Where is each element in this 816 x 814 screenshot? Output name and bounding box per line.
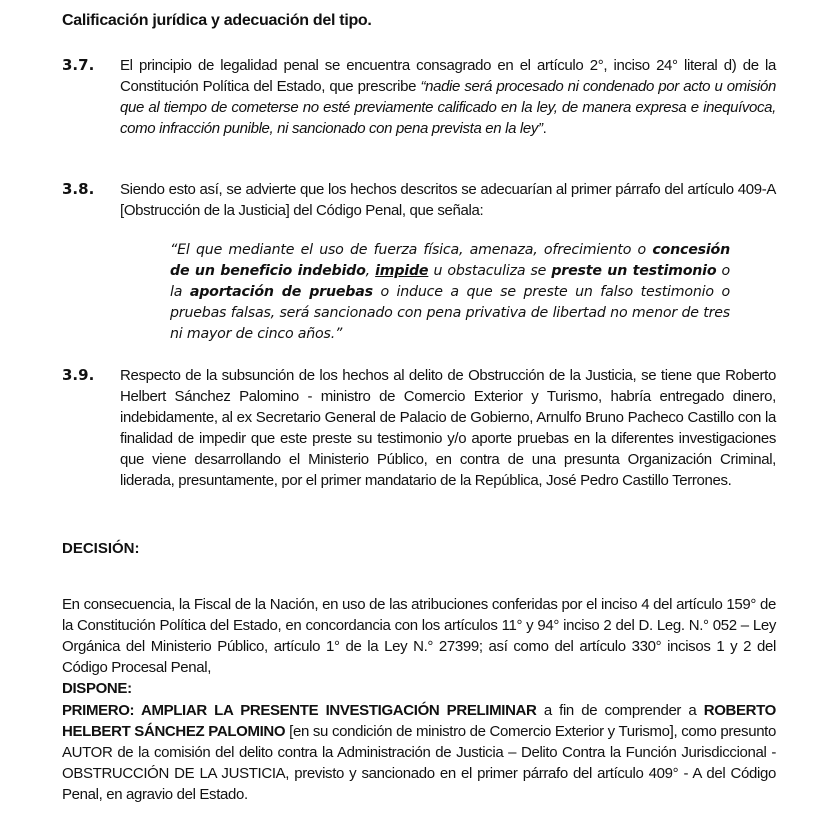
quote-text: , (365, 263, 376, 279)
quote-bold: preste un testimonio (551, 263, 717, 279)
quote-bold-underline: impide (375, 263, 429, 279)
decision-title: DECISIÓN: (62, 540, 140, 557)
item-text (120, 55, 776, 139)
item-number: 3.9. (62, 366, 95, 384)
decision-paragraph (62, 594, 776, 699)
legal-quote (170, 240, 730, 345)
item-text-italic: “nadie será procesado ni condenado por acto u omisión que al tiempo de cometerse no esté previamente calificado en la ley, de manera expresa e inequívoca, como infracción punible, ni sancionado con pena prevista en la ley” (120, 78, 776, 137)
item-text: Siendo esto así, se advierte que los hechos descritos se adecuarían al primer párrafo del artículo 409-A [Obstrucción de la Justicia] del Código Penal, que señala: (120, 181, 776, 219)
decision-text: En consecuencia, la Fiscal de la Nación, en uso de las atribuciones conferidas por el inciso 4 del artículo 159° de la Constitución Política del Estado, en concordancia con los artículos 11° y 94° inciso 2 del D. Leg. N.° 052 – Ley Orgánica del Ministerio Público, artículo 1° de la Ley N.° 27399; así como del artículo 330° incisos 1 y 2 del Código Procesal Penal, (62, 596, 776, 676)
quote-text: o induce a que se preste un falso testimonio o pruebas falsas, será sancionado con pena privativa de libertad no menor de tres ni mayor de cinco años.” (170, 284, 730, 342)
quote-text: u obstaculiza se (428, 263, 552, 279)
quote-bold: aportación de pruebas (189, 284, 373, 300)
item-text-end: . (542, 120, 547, 137)
primero-text: [en su condición de ministro de Comercio Exterior y Turismo], como presunto AUTOR de la comisión del delito contra la Administración de Justicia – Delito Contra la Función Jurisdiccional -OBSTRUCCIÓN DE LA JUSTICIA, previsto y sancionado en el primer párrafo del artículo 409° - A del Código Penal, en agravio del Estado. (62, 723, 776, 803)
item-text-plain: El principio de legalidad penal se encuentra consagrado en el artículo 2°, inciso 24° literal d) de la Constitución Política del Estado, que prescribe (120, 57, 776, 95)
person-name: ROBERTO HELBERT SÁNCHEZ PALOMINO (62, 702, 776, 740)
item-text: Respecto de la subsunción de los hechos al delito de Obstrucción de la Justicia, se tiene que Roberto Helbert Sánchez Palomino - ministro de Comercio Exterior y Turismo, habría entregado dinero, indebidamente, al ex Secretario General de Palacio de Gobierno, Arnulfo Bruno Pacheco Castillo con la finalidad de impedir que este preste su testimonio y/o aporte pruebas en la diferentes investigaciones que viene desarrollando el Ministerio Público, en contra de una presunta Organización Criminal, liderada, presuntamente, por el primer mandatario de la República, José Pedro Castillo Terrones. (120, 367, 776, 489)
quote-bold: concesión de un beneficio indebido (170, 242, 730, 279)
primero-paragraph (62, 700, 776, 805)
primero-lead: PRIMERO: AMPLIAR LA PRESENTE INVESTIGACIÓN PRELIMINAR (62, 702, 537, 719)
item-number: 3.8. (62, 180, 95, 198)
quote-text: “El que mediante el uso de fuerza física, amenaza, ofrecimiento o (170, 242, 653, 258)
item-number: 3.7. (62, 56, 95, 74)
quote-text: o la (170, 263, 731, 300)
section-heading: Calificación jurídica y adecuación del tipo. (62, 12, 372, 29)
primero-text: a fin de comprender a (536, 702, 704, 719)
dispone-label: DISPONE: (62, 680, 132, 697)
